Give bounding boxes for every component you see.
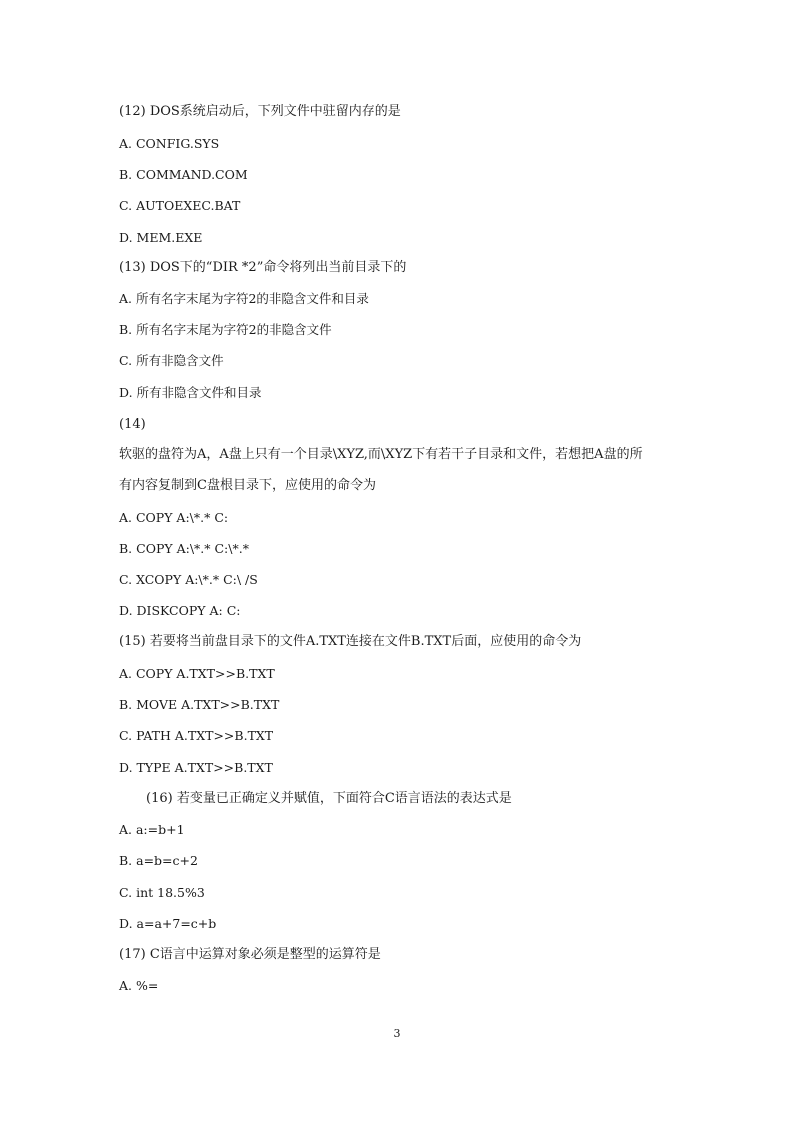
question-14-stem-line-2: 有内容复制到C盘根目录下，应使用的命令为 [119, 478, 376, 493]
question-13-option-d: D. 所有非隐含文件和目录 [119, 385, 262, 400]
question-15-option-a: A. COPY A.TXT>>B.TXT [119, 666, 275, 681]
question-12-option-d: D. MEM.EXE [119, 230, 203, 245]
question-15-option-c: C. PATH A.TXT>>B.TXT [119, 728, 274, 743]
question-12-option-c: C. AUTOEXEC.BAT [119, 198, 241, 213]
question-13-option-c: C. 所有非隐含文件 [119, 353, 224, 368]
question-16-option-c: C. int 18.5%3 [119, 885, 205, 900]
question-13-option-b: B. 所有名字末尾为字符2的非隐含文件 [119, 322, 332, 337]
question-13-stem: (13) DOS下的“DIR *2”命令将列出当前目录下的 [119, 260, 407, 275]
question-14-option-d: D. DISKCOPY A: C: [119, 603, 241, 618]
question-17-stem: (17) C语言中运算对象必须是整型的运算符是 [119, 947, 381, 962]
question-16-stem: (16) 若变量已正确定义并赋值，下面符合C语言语法的表达式是 [146, 791, 512, 806]
question-15-option-d: D. TYPE A.TXT>>B.TXT [119, 760, 273, 775]
question-14-number: (14) [119, 417, 146, 432]
question-14-stem-line-1: 软驱的盘符为A，A盘上只有一个目录\XYZ,而\XYZ下有若干子目录和文件，若想把A盘的所 [119, 447, 643, 462]
question-12-option-a: A. CONFIG.SYS [119, 136, 220, 151]
question-12-option-b: B. COMMAND.COM [119, 167, 248, 182]
question-13-option-a: A. 所有名字末尾为字符2的非隐含文件和目录 [119, 291, 369, 306]
question-16-option-d: D. a=a+7=c+b [119, 916, 217, 931]
page-number: 3 [393, 1027, 401, 1040]
question-14-option-c: C. XCOPY A:\*.* C:\ /S [119, 572, 258, 587]
question-16-option-b: B. a=b=c+2 [119, 853, 198, 868]
question-16-option-a: A. a:=b+1 [119, 822, 185, 837]
question-15-option-b: B. MOVE A.TXT>>B.TXT [119, 697, 280, 712]
question-14-option-a: A. COPY A:\*.* C: [119, 510, 229, 525]
question-12-stem: (12) DOS系统启动后，下列文件中驻留内存的是 [119, 104, 401, 119]
question-17-option-a: A. %= [119, 978, 159, 993]
question-14-option-b: B. COPY A:\*.* C:\*.* [119, 541, 249, 556]
question-15-stem: (15) 若要将当前盘目录下的文件A.TXT连接在文件B.TXT后面，应使用的命令为 [119, 634, 582, 649]
